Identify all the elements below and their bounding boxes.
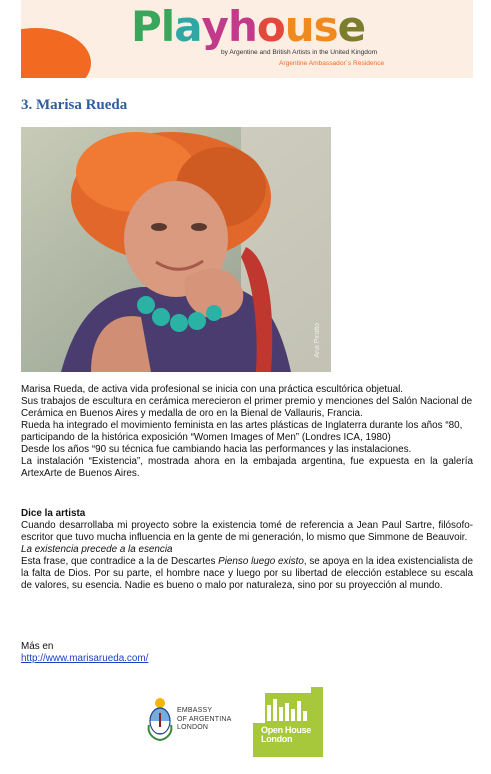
header-banner — [21, 0, 473, 78]
embassy-label-line: OF ARGENTINA — [177, 715, 232, 723]
open-house-label — [261, 726, 311, 744]
artist-statement — [21, 508, 473, 592]
more-info — [21, 641, 473, 665]
photo-credit: Ana Pirotto — [314, 323, 321, 358]
artist-quote: La existencia precede a la esencia — [21, 544, 173, 555]
bio-text — [21, 384, 473, 480]
embassy-label-line: EMBASSY — [177, 707, 213, 714]
artist-statement-title: Dice la artista — [21, 508, 86, 519]
header-tagline: by Argentine and British Artists in the United Kingdom — [221, 49, 378, 56]
brand-letter: y — [201, 2, 228, 51]
open-house-label-line: Open House — [261, 725, 312, 735]
orange-swoosh-decoration — [21, 28, 91, 78]
descartes-quote: Pienso luego existo — [218, 556, 304, 567]
portrait-illustration — [21, 127, 331, 372]
artist-paragraph-text: , se apoya en la idea existencialista de la falta de Dios. Por su parte, el hombre nace y luego por su libertad de elección establece su escala de valores, su esencia. Nadie es bueno o malo por naturaleza, sino por su proyección al mundo. — [21, 556, 473, 591]
header-residence: Argentine Ambassador´s Residence — [279, 60, 385, 67]
bio-paragraph: Sus trabajos de escultura en cerámica merecieron el primer premio y menciones del Salón Nacional de Cerámica en Buenos Aires y medalla de oro en la Bienal de Vallauris, Francia. — [21, 396, 473, 419]
bio-paragraph: La instalación “Existencia”, mostrada ahora en la embajada argentina, fue expuesta en la galería ArtexArte de Buenos Aires. — [21, 456, 473, 479]
artist-paragraph-text: Esta frase, que contradice a la de Descartes — [21, 556, 219, 567]
argentina-coat-of-arms-icon — [147, 697, 173, 741]
brand-letter: u — [284, 2, 314, 51]
more-label: Más en — [21, 641, 54, 652]
bio-paragraph: Rueda ha integrado el movimiento feminista en las artes plásticas de Inglaterra durante los años “80, participando de la histórica exposición “Women Images of Men” (Londres ICA, 1980) — [21, 420, 463, 443]
bio-paragraph: Marisa Rueda, de activa vida profesional se inicia con una práctica escultórica objetual. — [21, 384, 404, 395]
artist-website-link[interactable]: http://www.marisarueda.com/ — [21, 653, 149, 664]
playhouse-logo — [131, 4, 365, 50]
open-house-london-logo — [253, 687, 323, 757]
embassy-logo — [147, 697, 247, 745]
embassy-label-line: LONDON — [177, 724, 209, 732]
brand-letter: s — [313, 2, 338, 51]
artist-paragraph: Cuando desarrollaba mi proyecto sobre la existencia tomé de referencia a Jean Paul Sartre, filósofo-escritor que tuvo mucha influencia en la gente de mi generación, lo mismo que Simmone de Beauvoir. — [21, 520, 473, 543]
brand-letter: e — [337, 2, 366, 51]
brand-letter: o — [256, 2, 285, 51]
london-skyline-icon — [253, 687, 323, 727]
brand-letter: h — [227, 2, 257, 51]
open-house-label-line: London — [261, 734, 293, 744]
artist-photo — [21, 127, 331, 372]
brand-letter: a — [174, 2, 202, 51]
brand-letter: l — [160, 2, 175, 51]
section-heading: 3. Marisa Rueda — [21, 97, 128, 113]
embassy-label — [177, 707, 232, 733]
brand-letter: P — [131, 2, 161, 51]
bio-paragraph: Desde los años “90 su técnica fue cambiando hacia las performances y las instalaciones. — [21, 444, 412, 455]
artist-paragraph — [21, 556, 473, 592]
